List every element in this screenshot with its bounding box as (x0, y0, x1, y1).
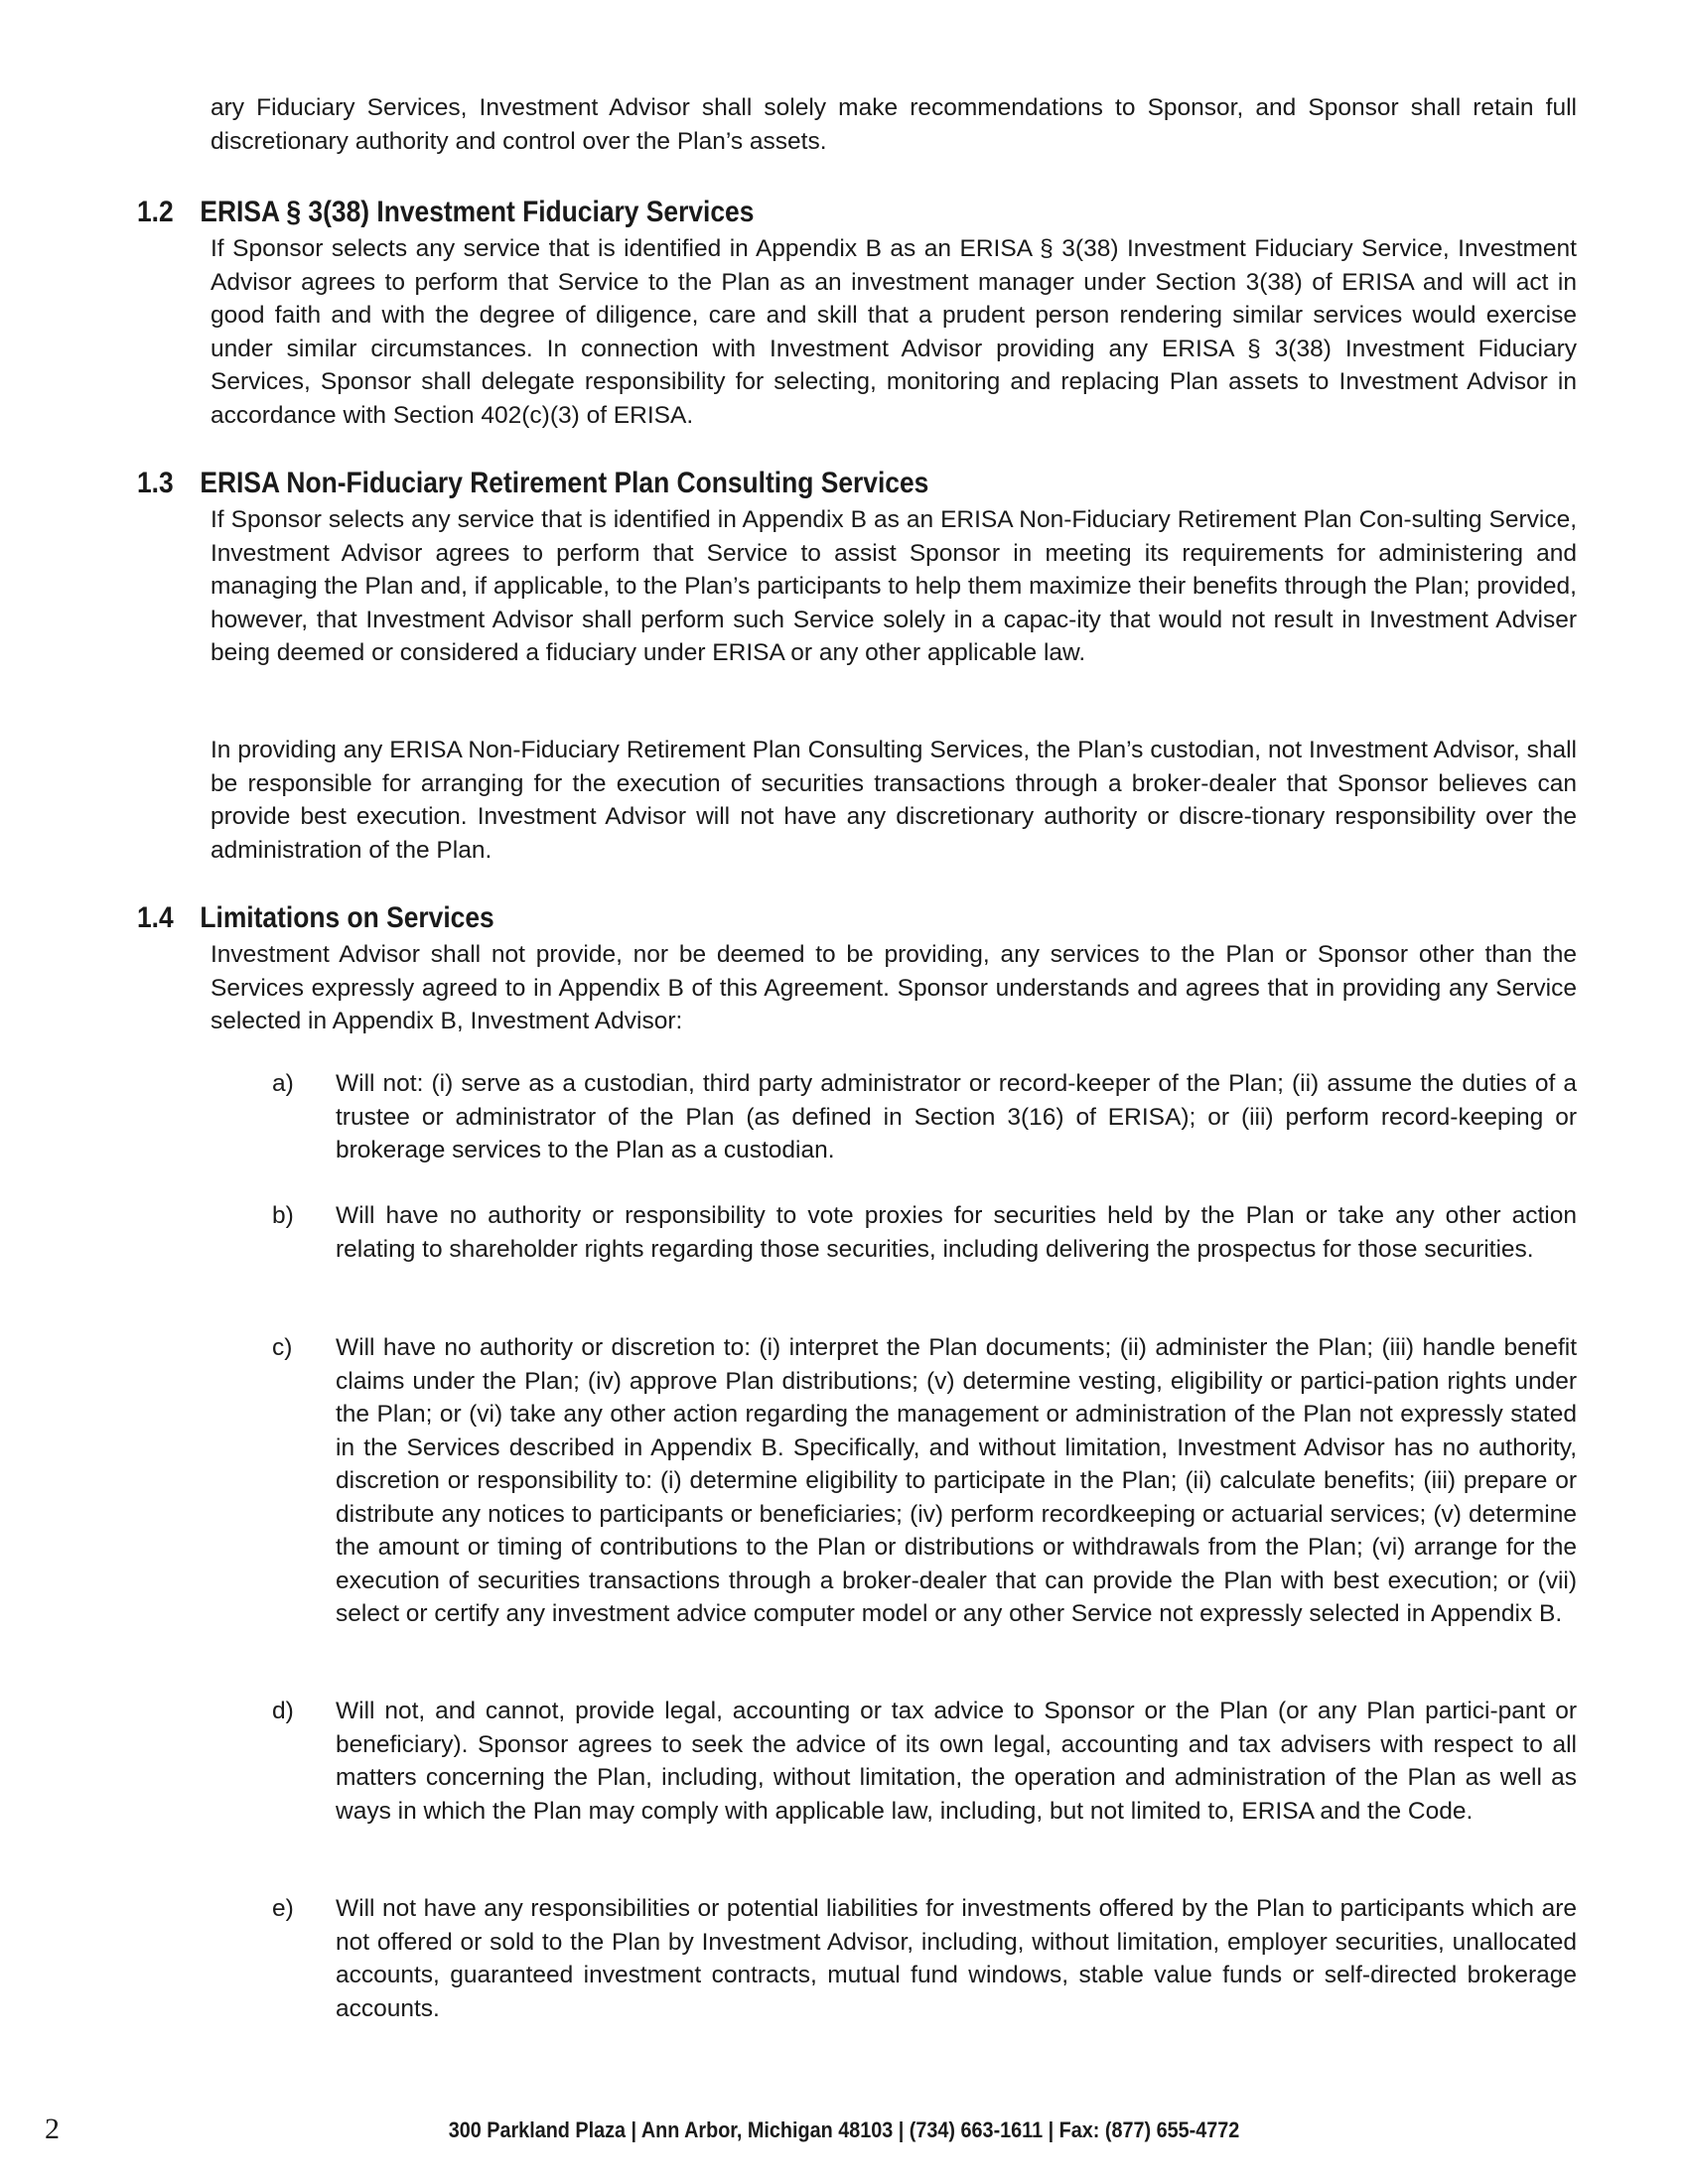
section-paragraph: If Sponsor selects any service that is identified in Appendix B as an ERISA Non-Fiduciary Retirement Plan Con-sulting Service, Investment Advisor agrees to perform that Service to assist Sponsor in meeting its requirements for administering and managing the Plan and, if applicable, to the Plan’s participants to help them maximize their benefits through the Plan; provided, however, that Investment Advisor shall perform such Service solely in a capac-ity that would not result in Investment Adviser being deemed or considered a fiduciary under ERISA or any other applicable law. (211, 506, 1577, 666)
list-item-text: Will have no authority or discretion to: (i) interpret the Plan documents; (ii) administer the Plan; (iii) handle benefit claims under the Plan; (iv) approve Plan distributions; (v) determine vesting, eligibility or partici-pation rights under the Plan; or (vi) take any other action regarding the management or administration of the Plan not expressly stated in the Services described in Appendix B. Specifically, and without limitation, Investment Advisor has no authority, discretion or responsibility to: (i) determine eligibility to participate in the Plan; (ii) calculate benefits; (iii) prepare or distribute any notices to participants or beneficiaries; (iv) perform recordkeeping or actuarial services; (v) determine the amount or timing of contributions to the Plan or distributions or withdrawals from the Plan; (vi) arrange for the execution of securities transactions through a broker-dealer that can provide the Plan with best execution; or (vii) select or certify any investment advice computer model or any other Service not expressly selected in Appendix B. (336, 1334, 1577, 1627)
list-item-label: a) (272, 1070, 294, 1097)
list-item-label: e) (272, 1895, 294, 1922)
section-body-1-4 (211, 938, 1577, 1038)
section-body-1-3-a (211, 503, 1577, 670)
section-number: 1.4 (137, 901, 174, 934)
page-number: 2 (45, 2113, 60, 2145)
section-body-1-3-b (211, 734, 1577, 867)
section-title: Limitations on Services (200, 901, 494, 934)
list-item-text: Will not, and cannot, provide legal, accounting or tax advice to Sponsor or the Plan (or any Plan partici-pant or beneficiary). Sponsor agrees to seek the advice of its own legal, accounting and tax advisers with respect to all matters concerning the Plan, including, without limitation, the operation and administration of the Plan as well as ways in which the Plan may comply with applicable law, including, but not limited to, ERISA and the Code. (336, 1698, 1577, 1825)
section-heading-1-3 (137, 465, 1404, 502)
section-number: 1.2 (137, 196, 174, 228)
section-number: 1.3 (137, 467, 174, 499)
section-heading-1-2 (137, 194, 1404, 231)
section-title: ERISA § 3(38) Investment Fiduciary Services (200, 196, 755, 228)
intro-text: ary Fiduciary Services, Investment Advisor shall solely make recommendations to Sponsor, and Sponsor shall retain full discretionary authority and control over the Plan’s assets. (211, 94, 1577, 155)
section-heading-1-4 (137, 899, 1404, 937)
section-paragraph: If Sponsor selects any service that is identified in Appendix B as an ERISA § 3(38) Investment Fiduciary Service, Investment Advisor agrees to perform that Service to the Plan as an investment manager under Section 3(38) of ERISA and will act in good faith and with the degree of diligence, care and skill that a prudent person rendering similar services would exercise under similar circumstances. In connection with Investment Advisor providing any ERISA § 3(38) Investment Fiduciary Services, Sponsor shall delegate responsibility for selecting, monitoring and replacing Plan assets to Investment Advisor in accordance with Section 402(c)(3) of ERISA. (211, 235, 1577, 429)
footer-address: 300 Parkland Plaza | Ann Arbor, Michigan 48103 | (734) 663-1611 | Fax: (877) 655-4772 (448, 2117, 1240, 2142)
intro-paragraph (211, 91, 1577, 158)
section-paragraph: Investment Advisor shall not provide, nor be deemed to be providing, any services to the Plan or Sponsor other than the Services expressly agreed to in Appendix B of this Agreement. Sponsor understands and agrees that in providing any Service selected in Appendix B, Investment Advisor: (211, 941, 1577, 1034)
section-title: ERISA Non-Fiduciary Retirement Plan Consulting Services (200, 467, 929, 499)
section-body-1-2 (211, 232, 1577, 432)
list-item-label: c) (272, 1334, 293, 1361)
list-item-label: d) (272, 1698, 294, 1724)
list-item-text: Will not: (i) serve as a custodian, third party administrator or record-keeper of the Plan; (ii) assume the duties of a trustee or administrator of the Plan (as defined in Section 3(16) of ERISA); or (iii) perform record-keeping or brokerage services to the Plan as a custodian. (336, 1070, 1577, 1163)
list-item-text: Will not have any responsibilities or potential liabilities for investments offered by the Plan to participants which are not offered or sold to the Plan by Investment Advisor, including, without limitation, employer securities, unallocated accounts, guaranteed investment contracts, mutual fund windows, stable value funds or self-directed brokerage accounts. (336, 1895, 1577, 2022)
list-item-label: b) (272, 1202, 294, 1229)
list-item-text: Will have no authority or responsibility to vote proxies for securities held by the Plan or take any other action relating to shareholder rights regarding those securities, including delivering the prospectus for those securities. (336, 1202, 1577, 1263)
section-paragraph: In providing any ERISA Non-Fiduciary Retirement Plan Consulting Services, the Plan’s custodian, not Investment Advisor, shall be responsible for arranging for the execution of securities transactions through a broker-dealer that Sponsor believes can provide best execution. Investment Advisor will not have any discretionary authority or discre-tionary responsibility over the administration of the Plan. (211, 737, 1577, 864)
